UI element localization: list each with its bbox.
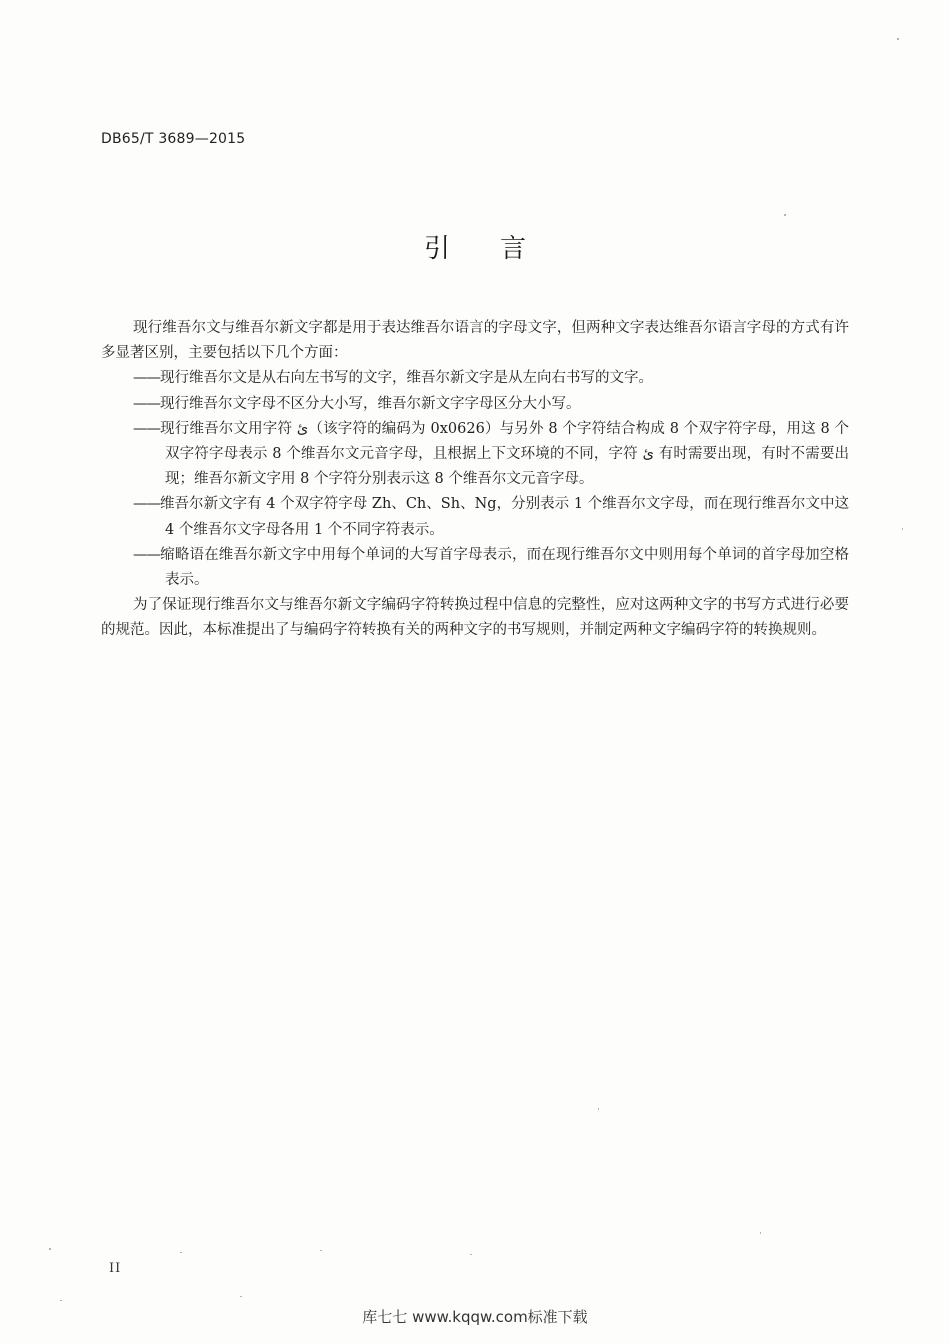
list-item	[101, 392, 849, 417]
list-item	[101, 543, 849, 593]
scan-speck	[470, 1254, 472, 1255]
page-number: II	[109, 1261, 122, 1276]
list-dash: ——	[133, 496, 160, 513]
list-item-text: 缩略语在维吾尔新文字中用每个单词的大写首字母表示，而在现行维吾尔文中则用每个单词的首字母加空格表示。	[160, 546, 849, 589]
list-item	[101, 492, 849, 542]
scan-speck	[320, 1250, 322, 1251]
standard-code: DB65/T 3689—2015	[101, 131, 246, 147]
scan-speck	[60, 1300, 62, 1301]
intro-paragraph: 现行维吾尔文与维吾尔新文字都是用于表达维吾尔语言的字母文字，但两种文字表达维吾尔语言字母的方式有许多显著区别，主要包括以下几个方面：	[101, 320, 849, 362]
list-dash: ——	[133, 370, 160, 387]
watermark-text: 库七七 www.kqqw.com标准下载	[362, 1308, 588, 1326]
scan-speck	[902, 528, 903, 530]
list-dash: ——	[133, 420, 160, 437]
list-item-text: 维吾尔新文字有 4 个双字符字母 Zh、Ch、Sh、Ng，分别表示 1 个维吾尔文字母，而在现行维吾尔文中这 4 个维吾尔文字母各用 1 个不同字符表示。	[160, 496, 849, 538]
list-item	[101, 366, 849, 391]
scan-speck	[760, 1232, 761, 1234]
scan-speck	[598, 1108, 599, 1110]
list-item-text: 现行维吾尔文是从右向左书写的文字，维吾尔新文字是从左向右书写的文字。	[160, 370, 653, 387]
list-dash: ——	[133, 395, 160, 412]
scan-speck	[49, 1248, 51, 1250]
scan-speck	[180, 1252, 182, 1253]
scan-speck	[240, 1296, 242, 1297]
scan-speck	[897, 38, 899, 40]
list-dash: ——	[133, 546, 160, 563]
list-item-text: 现行维吾尔文字母不区分大小写，维吾尔新文字字母区分大小写。	[160, 395, 581, 412]
closing-paragraph: 为了保证现行维吾尔文与维吾尔新文字编码字符转换过程中信息的完整性，应对这两种文字的书写方式进行必要的规范。因此，本标准提出了与编码字符转换有关的两种文字的书写规则，并制定两种文字编码字符的转换规则。	[101, 597, 849, 639]
list-item-text: 现行维吾尔文用字符 ئ（该字符的编码为 0x0626）与另外 8 个字符结合构成 8 个双字符字母，用这 8 个双字符字母表示 8 个维吾尔文元音字母，且根据上下文环境的不同，字符 ئ 有时需要出现，有时不需要出现；维吾尔新文字用 8 个字符分别表示这 8 个维吾尔文元音字母。	[160, 420, 850, 488]
page-title: 引言	[423, 234, 576, 264]
scan-speck	[784, 214, 786, 216]
body-text	[101, 316, 849, 644]
list-item	[101, 417, 849, 493]
